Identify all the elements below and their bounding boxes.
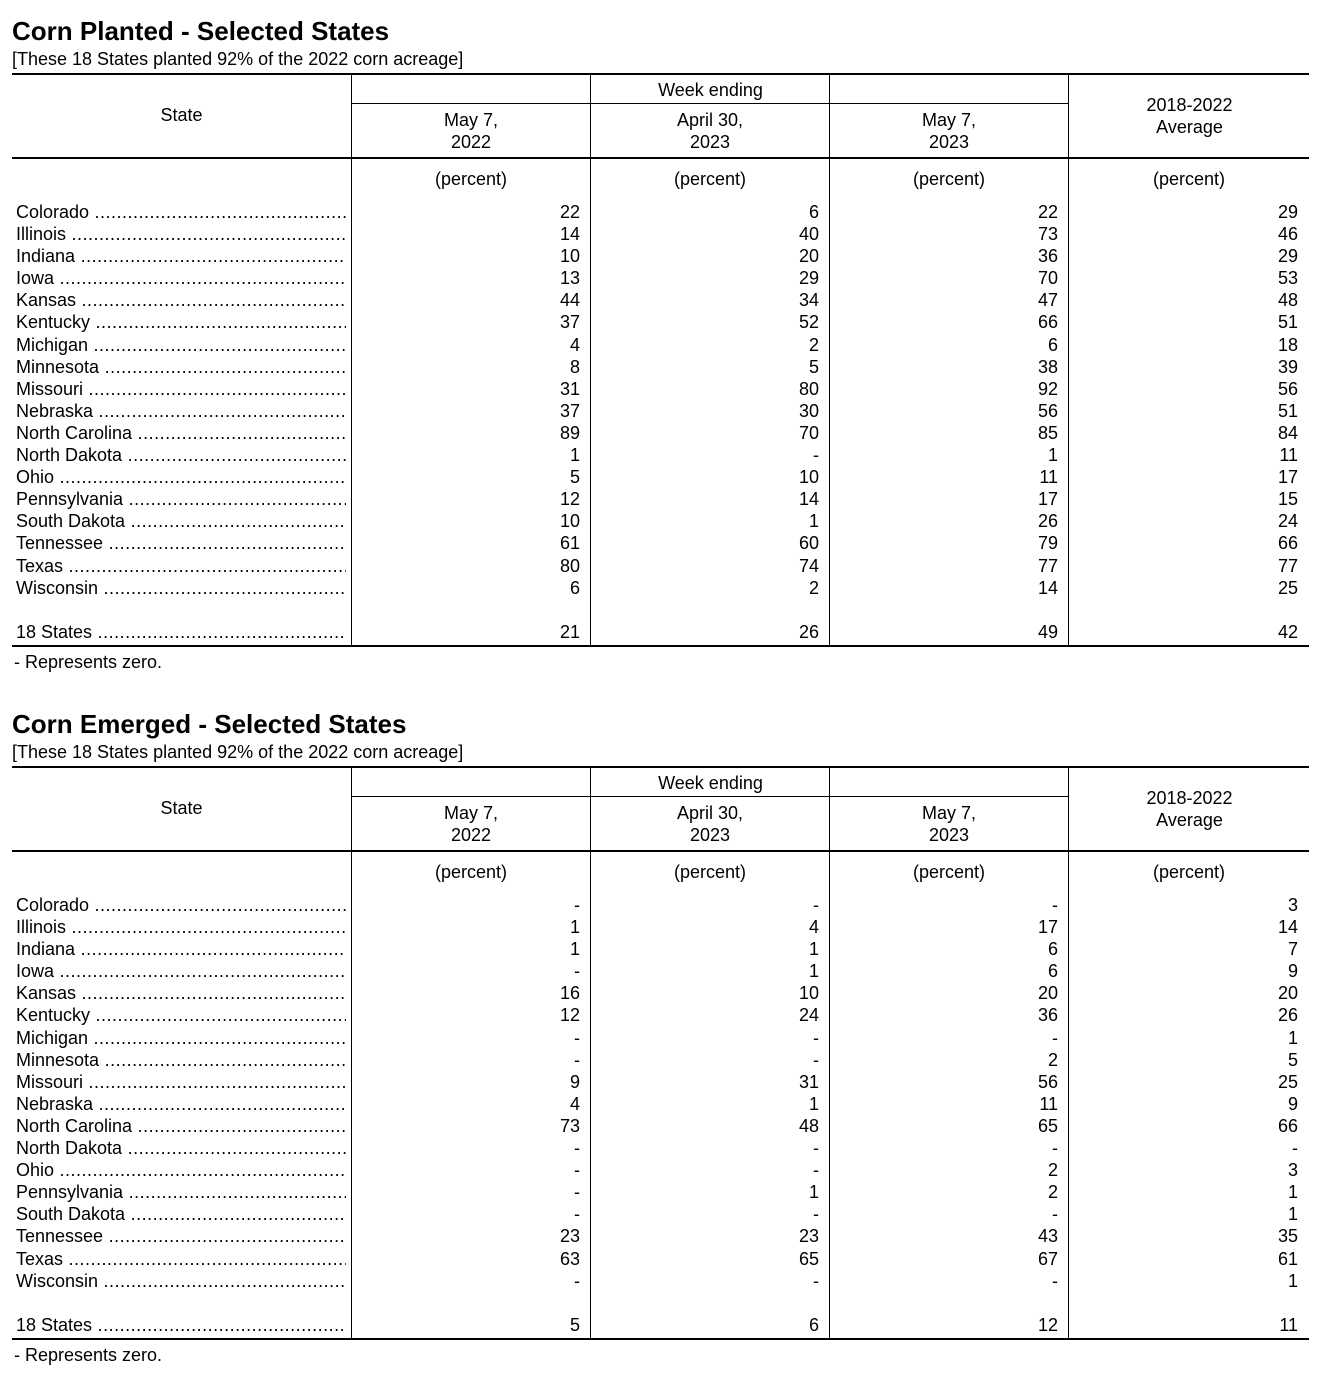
value-may7-2023: -: [1052, 1270, 1058, 1291]
value-average: 29: [1277, 202, 1298, 222]
table-row: [12, 510, 1309, 532]
table-row: [12, 960, 1309, 982]
value-apr30-2023: 24: [798, 1005, 819, 1026]
value-average: 51: [1277, 312, 1298, 333]
table-row: [12, 356, 1309, 378]
value-may7-2023: 92: [1037, 378, 1058, 399]
value-may7-2022: -: [574, 1182, 580, 1203]
state-name: North Dakota .....: [16, 444, 346, 466]
state-name: Nebraska .....: [16, 400, 346, 422]
value-may7-2022: 21: [559, 621, 580, 642]
value-may7-2022: 37: [559, 312, 580, 333]
value-may7-2022: -: [574, 1270, 580, 1291]
value-average: 15: [1277, 489, 1298, 510]
value-average: 29: [1277, 246, 1298, 267]
unit-label: (percent): [434, 862, 508, 882]
value-may7-2023: -: [1052, 1138, 1058, 1159]
value-may7-2023: 49: [1037, 621, 1058, 642]
data-rows: [12, 201, 1309, 643]
week-ending-rule: [352, 796, 1069, 797]
table-row: [12, 916, 1309, 938]
state-name: Missouri .....: [16, 1071, 346, 1093]
value-apr30-2023: 2: [808, 334, 819, 355]
col-header-line: Average: [1156, 117, 1223, 137]
value-may7-2023: 77: [1037, 555, 1058, 576]
state-name: South Dakota .....: [16, 510, 346, 532]
value-may7-2022: -: [574, 1138, 580, 1159]
value-may7-2023: -: [1052, 1204, 1058, 1225]
value-may7-2023: 26: [1037, 511, 1058, 532]
value-apr30-2023: 1: [808, 961, 819, 982]
value-may7-2022: 12: [559, 1005, 580, 1026]
state-name: Pennsylvania .....: [16, 1181, 346, 1203]
value-may7-2023: 56: [1037, 1071, 1058, 1092]
state-name: Wisconsin .....: [16, 577, 346, 599]
value-may7-2023: 36: [1037, 246, 1058, 267]
col-header-line: May 7,: [443, 110, 499, 130]
value-may7-2022: 1: [569, 917, 580, 938]
state-name: Kansas .....: [16, 289, 346, 311]
table-header: [12, 75, 1309, 159]
value-apr30-2023: 4: [808, 917, 819, 938]
value-may7-2022: 1: [569, 445, 580, 466]
value-may7-2023: 43: [1037, 1226, 1058, 1247]
total-row: [12, 621, 1309, 643]
value-may7-2022: 73: [559, 1115, 580, 1136]
corn-planted-table: [12, 73, 1309, 647]
value-may7-2023: 11: [1039, 467, 1058, 488]
table-title: Corn Planted - Selected States: [12, 16, 390, 46]
state-name: Texas .....: [16, 555, 346, 577]
unit-label: (percent): [912, 169, 986, 189]
table-row: [12, 245, 1309, 267]
week-ending-header: Week ending: [658, 80, 763, 100]
value-average: 17: [1277, 467, 1298, 488]
value-average: 53: [1277, 268, 1298, 289]
value-apr30-2023: 1: [808, 1093, 819, 1114]
table-body: [12, 159, 1309, 645]
state-name: Minnesota .....: [16, 356, 346, 378]
table-row: [12, 1159, 1309, 1181]
value-may7-2022: 4: [569, 334, 580, 355]
value-may7-2022: 9: [569, 1071, 580, 1092]
value-may7-2023: 20: [1037, 983, 1058, 1004]
value-may7-2023: 67: [1037, 1248, 1058, 1269]
value-apr30-2023: 2: [808, 577, 819, 598]
table-row: [12, 289, 1309, 311]
value-apr30-2023: 10: [798, 467, 819, 488]
state-name: Indiana .....: [16, 245, 346, 267]
value-average: 26: [1277, 1005, 1298, 1026]
value-may7-2022: 14: [559, 224, 580, 245]
col-header-apr30-2023: [591, 802, 829, 846]
unit-row: [12, 860, 1309, 894]
state-name: Indiana .....: [16, 938, 346, 960]
value-may7-2022: 23: [559, 1226, 580, 1247]
value-apr30-2023: 29: [798, 268, 819, 289]
state-name: Colorado .....: [16, 201, 346, 223]
state-name: Kansas .....: [16, 982, 346, 1004]
table-row: [12, 422, 1309, 444]
value-may7-2023: 47: [1037, 290, 1058, 311]
value-may7-2022: 37: [559, 400, 580, 421]
value-average: 66: [1277, 533, 1298, 554]
value-apr30-2023: -: [813, 445, 819, 466]
state-name: Iowa .....: [16, 960, 346, 982]
state-name: Pennsylvania .....: [16, 488, 346, 510]
table-row: [12, 577, 1309, 599]
value-average: 46: [1277, 224, 1298, 245]
table-row: [12, 1115, 1309, 1137]
state-name: North Dakota .....: [16, 1137, 346, 1159]
value-may7-2022: 44: [559, 290, 580, 311]
value-average: 20: [1277, 983, 1298, 1004]
value-may7-2022: 10: [559, 246, 580, 267]
value-average: 1: [1287, 1027, 1298, 1048]
value-average: 66: [1277, 1115, 1298, 1136]
value-average: 3: [1287, 1160, 1298, 1181]
unit-row: [12, 167, 1309, 201]
state-name: Kentucky .....: [16, 311, 346, 333]
table-row: [12, 555, 1309, 577]
value-may7-2022: 10: [559, 511, 580, 532]
value-apr30-2023: 80: [798, 378, 819, 399]
state-name: Wisconsin .....: [16, 1270, 346, 1292]
value-apr30-2023: 1: [808, 939, 819, 960]
state-name: Missouri .....: [16, 378, 346, 400]
value-may7-2023: 6: [1047, 961, 1058, 982]
table-row: [12, 1071, 1309, 1093]
table-row: [12, 201, 1309, 223]
table-row: [12, 1137, 1309, 1159]
value-average: 1: [1287, 1204, 1298, 1225]
value-may7-2023: 56: [1037, 400, 1058, 421]
state-name: Kentucky .....: [16, 1004, 346, 1026]
value-may7-2023: 66: [1037, 312, 1058, 333]
value-may7-2023: 65: [1037, 1115, 1058, 1136]
value-may7-2022: 63: [559, 1248, 580, 1269]
value-apr30-2023: 5: [808, 356, 819, 377]
value-may7-2023: 22: [1037, 202, 1058, 222]
value-apr30-2023: 48: [798, 1115, 819, 1136]
value-may7-2022: 31: [559, 378, 580, 399]
value-apr30-2023: -: [813, 1270, 819, 1291]
state-name: Michigan .....: [16, 334, 346, 356]
unit-label: (percent): [912, 862, 986, 882]
col-header-average: [1070, 787, 1309, 831]
value-apr30-2023: 6: [808, 1314, 819, 1335]
value-apr30-2023: -: [813, 1138, 819, 1159]
col-header-line: 2022: [450, 825, 492, 845]
unit-label: (percent): [1152, 169, 1226, 189]
value-may7-2023: 14: [1037, 577, 1058, 598]
value-may7-2023: 12: [1037, 1314, 1058, 1335]
table-row: [12, 532, 1309, 554]
unit-label: (percent): [434, 169, 508, 189]
value-apr30-2023: 40: [798, 224, 819, 245]
table-row: [12, 488, 1309, 510]
value-may7-2023: 6: [1047, 334, 1058, 355]
value-apr30-2023: 26: [798, 621, 819, 642]
value-average: 11: [1279, 1314, 1298, 1335]
value-apr30-2023: 60: [798, 533, 819, 554]
value-apr30-2023: -: [813, 1027, 819, 1048]
table-row: [12, 466, 1309, 488]
value-average: 77: [1277, 555, 1298, 576]
state-name: 18 States .....: [16, 621, 346, 643]
value-average: 11: [1279, 445, 1298, 466]
value-apr30-2023: -: [813, 895, 819, 915]
value-apr30-2023: 74: [798, 555, 819, 576]
data-rows: [12, 894, 1309, 1336]
value-may7-2023: 36: [1037, 1005, 1058, 1026]
state-name: Ohio .....: [16, 466, 346, 488]
table-row: [12, 1225, 1309, 1247]
value-average: 61: [1277, 1248, 1298, 1269]
value-may7-2022: 4: [569, 1093, 580, 1114]
value-may7-2023: 2: [1047, 1049, 1058, 1070]
state-header: State: [160, 105, 203, 125]
value-may7-2022: 6: [569, 577, 580, 598]
value-average: 25: [1277, 1071, 1298, 1092]
value-average: 42: [1277, 621, 1298, 642]
state-name: Minnesota .....: [16, 1049, 346, 1071]
value-may7-2023: -: [1052, 895, 1058, 915]
col-header-line: May 7,: [443, 803, 499, 823]
table-row: [12, 982, 1309, 1004]
value-may7-2023: 70: [1037, 268, 1058, 289]
state-name: Illinois .....: [16, 223, 346, 245]
value-may7-2023: 2: [1047, 1160, 1058, 1181]
corn-planted-section: [12, 14, 1309, 673]
corn-emerged-table: [12, 766, 1309, 1340]
col-header-line: 2018-2022: [1146, 95, 1233, 115]
table-row: [12, 938, 1309, 960]
value-may7-2022: -: [574, 961, 580, 982]
state-name: Colorado .....: [16, 894, 346, 916]
state-name: South Dakota .....: [16, 1203, 346, 1225]
value-average: 9: [1287, 961, 1298, 982]
value-average: 56: [1277, 378, 1298, 399]
value-apr30-2023: 70: [798, 422, 819, 443]
col-header-line: 2023: [689, 132, 731, 152]
value-may7-2023: 85: [1037, 422, 1058, 443]
table-row: [12, 267, 1309, 289]
state-header: State: [160, 798, 203, 818]
state-name: Tennessee .....: [16, 1225, 346, 1247]
value-average: 9: [1287, 1093, 1298, 1114]
col-header-line: 2022: [450, 132, 492, 152]
col-header-line: 2023: [689, 825, 731, 845]
table-row: [12, 1004, 1309, 1026]
unit-label: (percent): [673, 862, 747, 882]
col-header-may7-2022: [352, 802, 590, 846]
value-average: 51: [1277, 400, 1298, 421]
col-header-line: 2018-2022: [1146, 788, 1233, 808]
value-average: 35: [1277, 1226, 1298, 1247]
footnote: - Represents zero.: [14, 1344, 163, 1365]
value-may7-2022: -: [574, 895, 580, 915]
col-header-may7-2022: [352, 109, 590, 153]
table-row: [12, 223, 1309, 245]
table-subtitle: [These 18 States planted 92% of the 2022 corn acreage]: [12, 49, 464, 69]
table-row: [12, 894, 1309, 916]
value-may7-2023: 2: [1047, 1182, 1058, 1203]
value-apr30-2023: 23: [798, 1226, 819, 1247]
value-average: -: [1292, 1138, 1298, 1159]
state-name: Iowa .....: [16, 267, 346, 289]
state-name: 18 States .....: [16, 1314, 346, 1336]
value-may7-2022: 22: [559, 202, 580, 222]
value-apr30-2023: 52: [798, 312, 819, 333]
value-apr30-2023: 65: [798, 1248, 819, 1269]
value-may7-2023: 1: [1047, 445, 1058, 466]
col-header-apr30-2023: [591, 109, 829, 153]
state-name: Illinois .....: [16, 916, 346, 938]
value-may7-2022: 5: [569, 467, 580, 488]
value-may7-2023: 11: [1039, 1093, 1058, 1114]
unit-label: (percent): [1152, 862, 1226, 882]
value-average: 7: [1287, 939, 1298, 960]
col-header-line: 2023: [928, 132, 970, 152]
value-average: 39: [1277, 356, 1298, 377]
table-row: [12, 400, 1309, 422]
table-row: [12, 1270, 1309, 1292]
value-apr30-2023: 6: [808, 202, 819, 222]
total-row: [12, 1314, 1309, 1336]
corn-emerged-section: [12, 707, 1309, 1366]
table-title: Corn Emerged - Selected States: [12, 709, 407, 739]
value-may7-2023: 17: [1037, 917, 1058, 938]
table-row: [12, 1093, 1309, 1115]
table-row: [12, 1203, 1309, 1225]
value-apr30-2023: -: [813, 1204, 819, 1225]
table-row: [12, 334, 1309, 356]
state-name: Tennessee .....: [16, 532, 346, 554]
table-row: [12, 444, 1309, 466]
state-name: Nebraska .....: [16, 1093, 346, 1115]
value-may7-2022: -: [574, 1027, 580, 1048]
value-may7-2023: 73: [1037, 224, 1058, 245]
value-may7-2022: 61: [559, 533, 580, 554]
value-may7-2022: 1: [569, 939, 580, 960]
value-average: 1: [1287, 1270, 1298, 1291]
value-average: 25: [1277, 577, 1298, 598]
value-may7-2023: 79: [1037, 533, 1058, 554]
unit-label: (percent): [673, 169, 747, 189]
col-header-may7-2023: [830, 802, 1068, 846]
value-average: 5: [1287, 1049, 1298, 1070]
value-may7-2023: 17: [1037, 489, 1058, 510]
table-row: [12, 378, 1309, 400]
value-may7-2022: 16: [559, 983, 580, 1004]
table-subtitle: [These 18 States planted 92% of the 2022 corn acreage]: [12, 742, 464, 762]
value-may7-2022: 89: [559, 422, 580, 443]
state-name: North Carolina .....: [16, 1115, 346, 1137]
value-average: 24: [1277, 511, 1298, 532]
table-row: [12, 311, 1309, 333]
week-ending-rule: [352, 103, 1069, 104]
value-may7-2023: 6: [1047, 939, 1058, 960]
table-header: [12, 768, 1309, 852]
col-header-line: May 7,: [921, 110, 977, 130]
value-may7-2022: 80: [559, 555, 580, 576]
value-may7-2022: 13: [559, 268, 580, 289]
value-average: 1: [1287, 1182, 1298, 1203]
value-may7-2023: 38: [1037, 356, 1058, 377]
state-name: Michigan .....: [16, 1027, 346, 1049]
value-average: 84: [1277, 422, 1298, 443]
value-may7-2022: 12: [559, 489, 580, 510]
col-header-line: April 30,: [676, 110, 744, 130]
value-apr30-2023: 34: [798, 290, 819, 311]
value-apr30-2023: 31: [798, 1071, 819, 1092]
table-row: [12, 1181, 1309, 1203]
table-row: [12, 1049, 1309, 1071]
value-may7-2022: -: [574, 1049, 580, 1070]
table-row: [12, 1027, 1309, 1049]
col-header-line: Average: [1156, 810, 1223, 830]
value-apr30-2023: 1: [808, 511, 819, 532]
value-apr30-2023: -: [813, 1049, 819, 1070]
value-apr30-2023: -: [813, 1160, 819, 1181]
state-name: North Carolina .....: [16, 422, 346, 444]
value-apr30-2023: 1: [808, 1182, 819, 1203]
value-apr30-2023: 30: [798, 400, 819, 421]
col-header-line: April 30,: [676, 803, 744, 823]
week-ending-header: Week ending: [658, 773, 763, 793]
col-header-average: [1070, 94, 1309, 138]
table-body: [12, 852, 1309, 1338]
value-may7-2022: -: [574, 1160, 580, 1181]
value-may7-2022: 8: [569, 356, 580, 377]
value-average: 18: [1277, 334, 1298, 355]
col-header-may7-2023: [830, 109, 1068, 153]
value-average: 48: [1277, 290, 1298, 311]
col-header-line: May 7,: [921, 803, 977, 823]
footnote: - Represents zero.: [14, 651, 163, 672]
value-apr30-2023: 10: [798, 983, 819, 1004]
table-row: [12, 1248, 1309, 1270]
value-apr30-2023: 20: [798, 246, 819, 267]
value-may7-2022: 5: [569, 1314, 580, 1335]
col-header-line: 2023: [928, 825, 970, 845]
value-average: 14: [1277, 917, 1298, 938]
value-average: 3: [1287, 895, 1298, 915]
state-name: Texas .....: [16, 1248, 346, 1270]
state-name: Ohio .....: [16, 1159, 346, 1181]
value-may7-2023: -: [1052, 1027, 1058, 1048]
value-apr30-2023: 14: [798, 489, 819, 510]
value-may7-2022: -: [574, 1204, 580, 1225]
